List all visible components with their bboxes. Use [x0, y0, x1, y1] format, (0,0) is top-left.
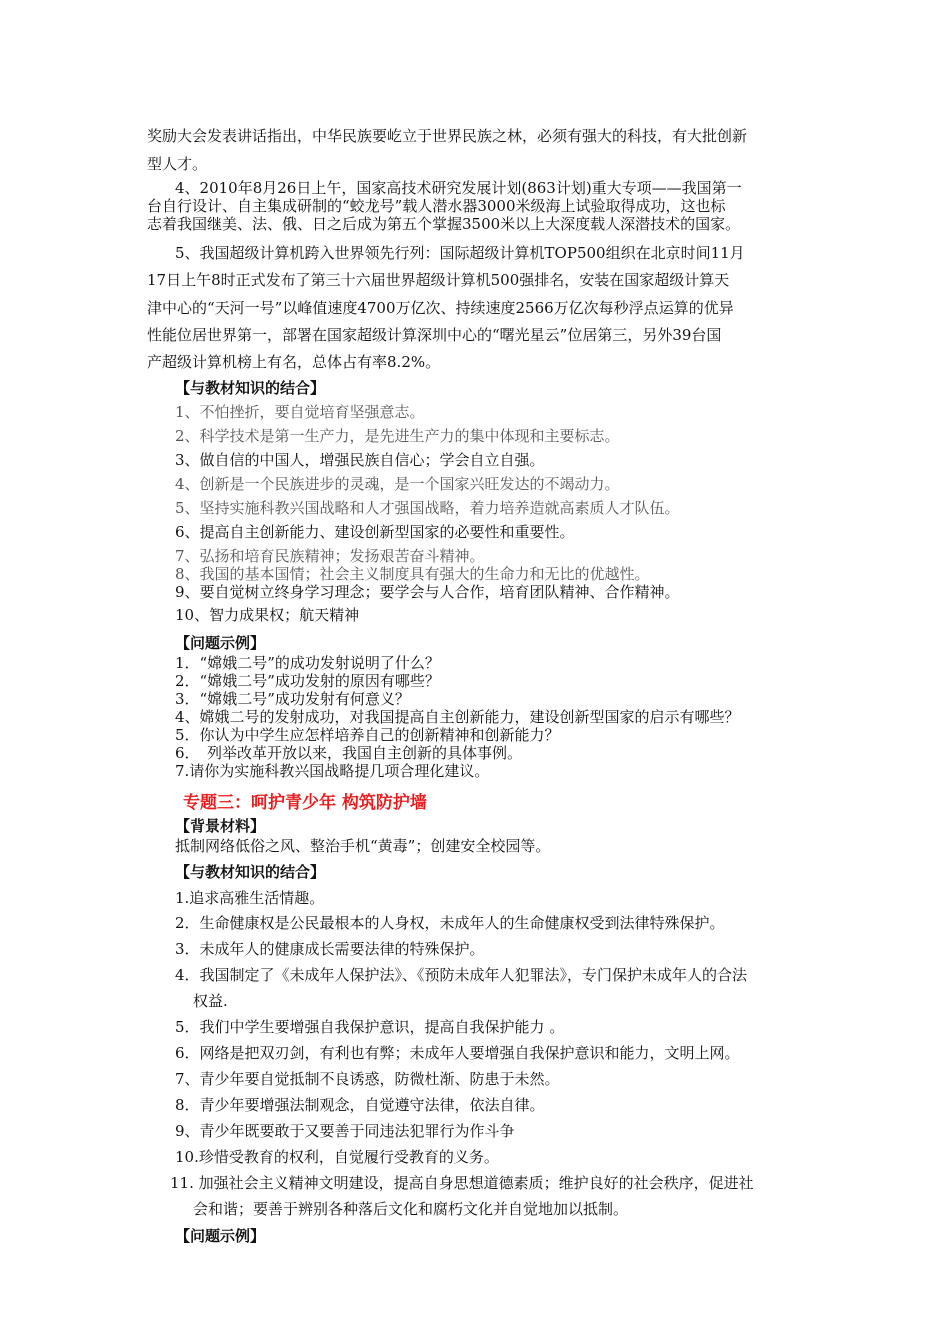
paragraph-line: 奖励大会发表讲话指出，中华民族要屹立于世界民族之林，必须有强大的科技，有大批创新 — [147, 127, 748, 145]
background-text: 抵制网络低俗之风、整治手机“黄毒”；创建安全校园等。 — [175, 837, 551, 855]
knowledge-item: 8、我国的基本国情；社会主义制度具有强大的生命力和无比的优越性。 — [175, 565, 650, 583]
knowledge-item: 2、科学技术是第一生产力，是先进生产力的集中体现和主要标志。 — [175, 427, 620, 445]
knowledge-heading: 【与教材知识的结合】 — [175, 379, 326, 397]
knowledge-heading: 【与教材知识的结合】 — [175, 863, 326, 881]
knowledge-item: 1、不怕挫折，要自觉培育坚强意志。 — [175, 403, 425, 421]
paragraph-line: 产超级计算机榜上有名，总体占有率8.2%。 — [147, 353, 441, 371]
knowledge-item: 7、弘扬和培育民族精神；发扬艰苦奋斗精神。 — [175, 547, 485, 565]
knowledge-item: 10.珍惜受教育的权利，自觉履行受教育的义务。 — [175, 1148, 499, 1166]
paragraph-line: 4、2010年8月26日上午，国家高技术研究发展计划(863计划)重大专项——我国第一 — [175, 179, 742, 197]
knowledge-item: 4．我国制定了《未成年人保护法》、《预防未成年人犯罪法》，专门保护未成年人的合法 — [175, 966, 748, 984]
knowledge-item: 6、提高自主创新能力、建设创新型国家的必要性和重要性。 — [175, 523, 575, 541]
knowledge-item: 10、智力成果权；航天精神 — [175, 606, 360, 624]
paragraph-line: 性能位居世界第一，部署在国家超级计算深圳中心的“曙光星云”位居第三，另外39台国 — [147, 326, 722, 344]
question-item: 1．“嫦娥二号”的成功发射说明了什么？ — [175, 654, 440, 672]
knowledge-item: 6．网络是把双刃剑，有利也有弊；未成年人要增强自我保护意识和能力，文明上网。 — [175, 1044, 740, 1062]
paragraph-line: 津中心的“天河一号”以峰值速度4700万亿次、持续速度2566万亿次每秒浮点运算的优异 — [147, 299, 734, 317]
knowledge-item: 5．我们中学生要增强自我保护意识，提高自我保护能力 。 — [175, 1018, 565, 1036]
question-item: 2．“嫦娥二号”成功发射的原因有哪些？ — [175, 672, 440, 690]
knowledge-item: 7、青少年要自觉抵制不良诱惑，防微杜渐、防患于未然。 — [175, 1070, 560, 1088]
knowledge-item: 3、做自信的中国人，增强民族自信心；学会自立自强。 — [175, 451, 545, 469]
question-item: 5．你认为中学生应怎样培养自己的创新精神和创新能力？ — [175, 726, 560, 744]
paragraph-line: 5、我国超级计算机跨入世界领先行列：国际超级计算机TOP500组织在北京时间11月 — [175, 244, 745, 262]
paragraph-line: 17日上午8时正式发布了第三十六届世界超级计算机500强排名，安装在国家超级计算天 — [147, 271, 730, 289]
knowledge-item: 5、坚持实施科教兴国战略和人才强国战略，着力培养造就高素质人才队伍。 — [175, 499, 680, 517]
knowledge-item: 9、青少年既要敢于又要善于同违法犯罪行为作斗争 — [175, 1122, 515, 1140]
question-item: 4、嫦娥二号的发射成功，对我国提高自主创新能力，建设创新型国家的启示有哪些？ — [175, 708, 740, 726]
questions-heading: 【问题示例】 — [175, 1227, 266, 1245]
paragraph-line: 志着我国继美、法、俄、日之后成为第五个掌握3500米以上大深度载人深潜技术的国家。 — [147, 215, 741, 233]
knowledge-item: 9、要自觉树立终身学习理念；要学会与人合作，培育团队精神、合作精神。 — [175, 583, 680, 601]
knowledge-item: 权益. — [193, 992, 228, 1010]
knowledge-item: 3．未成年人的健康成长需要法律的特殊保护。 — [175, 940, 485, 958]
question-item: 6． 列举改革开放以来，我国自主创新的具体事例。 — [175, 744, 523, 762]
question-item: 3．“嫦娥二号”成功发射有何意义？ — [175, 690, 410, 708]
paragraph-line: 台自行设计、自主集成研制的“蛟龙号”载人潜水器3000米级海上试验取得成功，这也标 — [147, 197, 726, 215]
section-title: 专题三：呵护青少年 构筑防护墙 — [183, 793, 427, 813]
paragraph-line: 型人才。 — [147, 155, 208, 173]
knowledge-item: 11. 加强社会主义精神文明建设，提高自身思想道德素质；维护良好的社会秩序，促进社 — [170, 1174, 754, 1192]
questions-heading: 【问题示例】 — [175, 634, 266, 652]
question-item: 7.请你为实施科教兴国战略提几项合理化建议。 — [175, 762, 490, 780]
knowledge-item: 1.追求高雅生活情趣。 — [175, 889, 325, 907]
knowledge-item: 4、创新是一个民族进步的灵魂，是一个国家兴旺发达的不竭动力。 — [175, 475, 620, 493]
knowledge-item: 2．生命健康权是公民最根本的人身权，未成年人的生命健康权受到法律特殊保护。 — [175, 914, 725, 932]
background-heading: 【背景材料】 — [175, 817, 266, 835]
knowledge-item: 8．青少年要增强法制观念，自觉遵守法律，依法自律。 — [175, 1096, 545, 1114]
knowledge-item: 会和谐；要善于辨别各种落后文化和腐朽文化并自觉地加以抵制。 — [193, 1200, 629, 1218]
